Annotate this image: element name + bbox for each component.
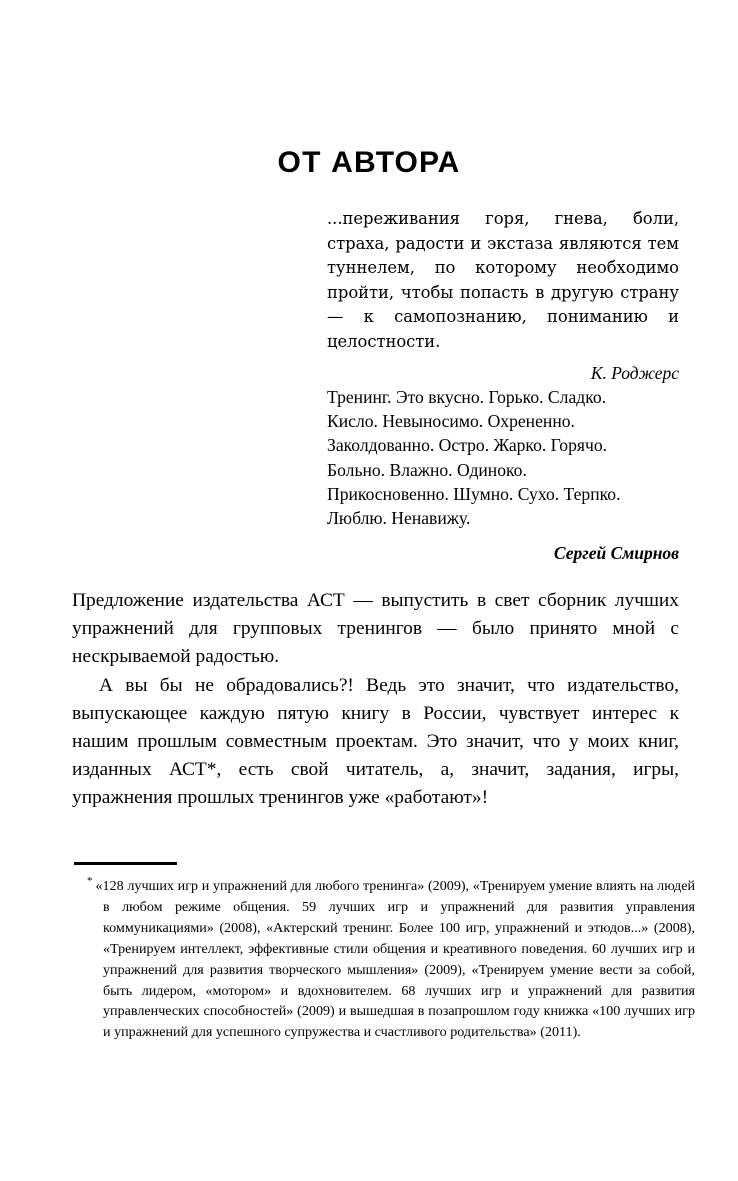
epigraph-line: Заколдованно. Остро. Жарко. Горячо. (327, 435, 608, 456)
page-title: ОТ АВТОРА (277, 146, 461, 180)
epigraph-line: Тренинг. Это вкусно. Горько. Сладко. (327, 387, 607, 407)
epigraph-attribution: Сергей Смирнов (553, 543, 679, 564)
footnote-text: «128 лучших игр и упражнений для любого тренинга» (2009), «Тренируем умение влиять на людей в любом режиме общения. 59 лучших игр и упражнений для развития управления коммуникациями» (2008), «Актерский тренинг. Более 100 игр, упражнений и этюдов...» (2008), «Тренируем интеллект, эффективные стили общения и креативного поведения. 60 лучших игр и упражнений для развития творческого мышления» (2009), «Тренируем умение вести за собой, быть лидером, «мотором» и вдохновителем. 68 лучших игр и упражнений для развития управленческих способностей» (2009) и вышедшая в позапрошлом году книжка «100 лучших игр и упражнений для успешного супружества и счастливого родительства» (2011). (95, 878, 695, 1041)
epigraph-line: Больно. Влажно. Одиноко. (327, 459, 527, 480)
epigraph-line: Кисло. Невыносимо. Охрененно. (327, 411, 575, 432)
body-paragraph-1: Предложение издательства АСТ — выпустить в свет сборник лучших упражнений для групповых тренингов — было принято мной с нескрываемой радостью. (72, 590, 679, 668)
epigraph-rogers (327, 207, 679, 384)
footnote-separator-rule (74, 862, 177, 865)
body-text (72, 587, 679, 813)
epigraph-attribution: К. Роджерс (590, 362, 679, 383)
epigraph-line: Люблю. Ненавижу. (327, 508, 471, 529)
epigraph-line: Прикосновенно. Шумно. Сухо. Терпко. (327, 483, 621, 504)
body-paragraph-2: А вы бы не обрадовались?! Ведь это значит, что издательство, выпускающее каждую пятую книгу в России, чувствует интерес к нашим прошлым совместным проектам. Это значит, что у моих книг, изданных АСТ*, есть свой читатель, а, значит, задания, игры, упражнения прошлых тренингов уже «работают»! (72, 674, 679, 809)
epigraph-smirnov (327, 385, 679, 564)
epigraph-text (327, 385, 679, 530)
epigraph-text: ...переживания горя, гнева, боли, страха, радости и экстаза являются тем туннелем, по которому необходимо пройти, чтобы попасть в другую страну — к самопознанию, пониманию и целостности. (327, 209, 679, 351)
footnote (87, 876, 695, 1043)
footnote-marker: * (87, 875, 93, 888)
